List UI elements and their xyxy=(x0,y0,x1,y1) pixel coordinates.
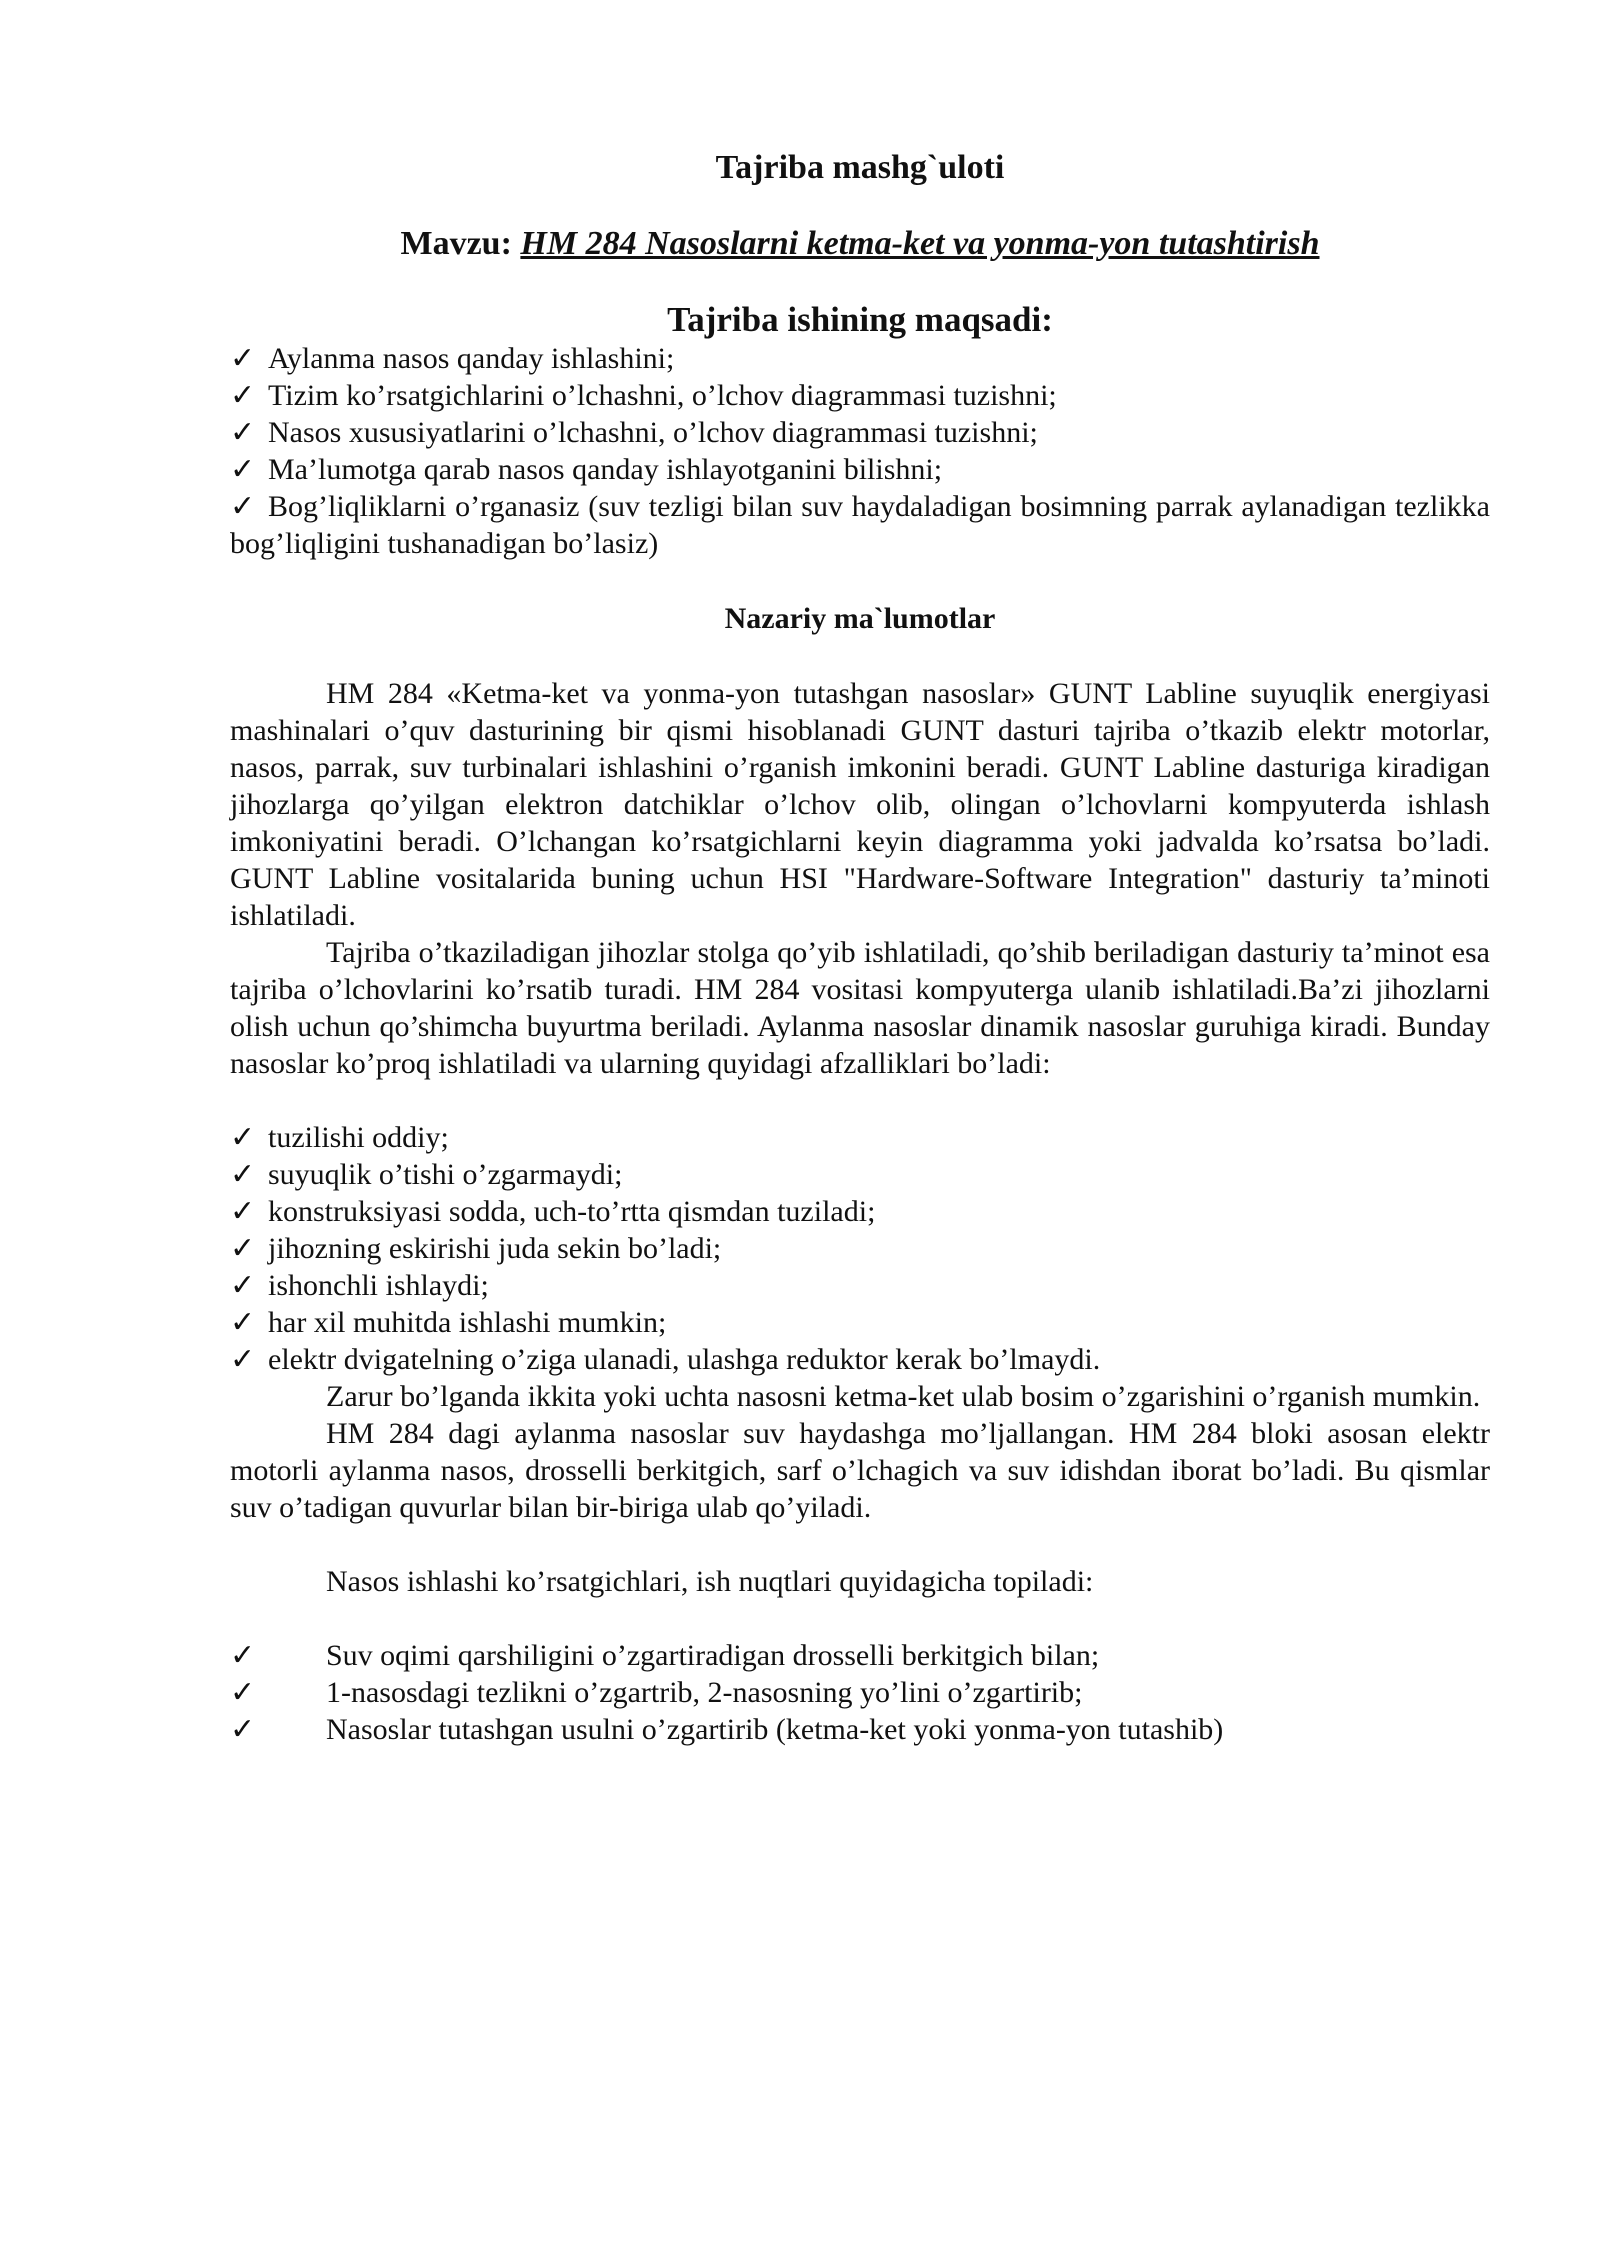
checkmark-icon: ✓ xyxy=(230,490,256,523)
checkmark-icon: ✓ xyxy=(230,1269,256,1302)
paragraph: Zarur bo’lganda ikkita yoki uchta nasosni ketma-ket ulab bosim o’zgarishini o’rganish mumkin. xyxy=(326,1380,1481,1413)
list-item-text: suyuqlik o’tishi o’zgarmaydi; xyxy=(268,1158,623,1191)
list-item xyxy=(230,1304,1490,1341)
list-item-text: har xil muhitda ishlashi mumkin; xyxy=(268,1306,667,1339)
topic-label: Mavzu: xyxy=(400,225,512,262)
list-item xyxy=(230,1156,1490,1193)
list-item xyxy=(230,377,1490,414)
checkmark-icon: ✓ xyxy=(230,453,256,486)
list-item xyxy=(230,1119,1490,1156)
list-item xyxy=(230,414,1490,451)
document-body xyxy=(230,148,1490,1748)
topic-value: HM 284 Nasoslarni ketma-ket va yonma-yon tutashtirish xyxy=(520,225,1320,262)
list-item xyxy=(230,1230,1490,1267)
list-item-text: Tizim ko’rsatgichlarini o’lchashni, o’lchov diagrammasi tuzishni; xyxy=(268,379,1057,412)
spacer xyxy=(230,1600,1490,1637)
document-title: Tajriba mashg`uloti xyxy=(715,149,1005,186)
paragraph: HM 284 «Ketma-ket va yonma-yon tutashgan nasoslar» GUNT Labline suyuqlik energiyasi mashinalari o’quv dasturining bir qismi hisoblanadi GUNT dasturi tajriba o’tkazib elektr motorlar, nasos, parrak, suv turbinalari ishlashini o’rganish imkonini beradi. GUNT Labline dasturiga kiradigan jihozlarga qo’yilgan elektron datchiklar o’lchov olib, olingan o’lchovlarni kompyuterda ishlash imkoniyatini beradi. O’lchangan ko’rsatgichlarni keyin diagramma yoki jadvalda ko’rsatsa bo’ladi. GUNT Labline vositalarida buning uchun HSI "Hardware-Software Integration" dasturiy ta’minoti ishlatiladi. xyxy=(230,677,1490,932)
goals-list xyxy=(230,340,1490,562)
checkmark-icon: ✓ xyxy=(230,1121,256,1154)
checkmark-icon: ✓ xyxy=(230,1158,256,1191)
list-item-text: ishonchli ishlaydi; xyxy=(268,1269,489,1302)
checkmark-icon: ✓ xyxy=(230,1343,256,1376)
list-item-text: Nasos xususiyatlarini o’lchashni, o’lchov diagrammasi tuzishni; xyxy=(268,416,1038,449)
list-item-text: Ma’lumotga qarab nasos qanday ishlayotganini bilishni; xyxy=(268,453,943,486)
checkmark-icon: ✓ xyxy=(230,342,256,375)
list-item-text: elektr dvigatelning o’ziga ulanadi, ulashga reduktor kerak bo’lmaydi. xyxy=(268,1343,1101,1376)
advantages-list xyxy=(230,1119,1490,1378)
indicators-list xyxy=(230,1637,1490,1748)
list-item-text: Bog’liqliklarni o’rganasiz (suv tezligi bilan suv haydaladigan bosimning parrak aylanadigan tezlikka bog’liqligini tushanadigan bo’lasiz) xyxy=(230,490,1490,560)
checkmark-icon: ✓ xyxy=(230,1232,256,1265)
list-item-text: Suv oqimi qarshiligini o’zgartiradigan drosselli berkitgich bilan; xyxy=(326,1639,1100,1672)
list-item xyxy=(230,451,1490,488)
list-item xyxy=(230,1674,1490,1711)
list-item xyxy=(230,1193,1490,1230)
spacer xyxy=(230,1082,1490,1119)
indicators-intro: Nasos ishlashi ko’rsatgichlari, ish nuqtlari quyidagicha topiladi: xyxy=(326,1565,1094,1598)
checkmark-icon: ✓ xyxy=(230,1713,256,1746)
list-item-text: konstruksiyasi sodda, uch-to’rtta qismdan tuziladi; xyxy=(268,1195,876,1228)
checkmark-icon: ✓ xyxy=(230,1676,256,1709)
list-item-text: Nasoslar tutashgan usulni o’zgartirib (ketma-ket yoki yonma-yon tutashib) xyxy=(326,1713,1224,1746)
list-item-text: Aylanma nasos qanday ishlashini; xyxy=(268,342,675,375)
list-item xyxy=(230,1267,1490,1304)
topic-line xyxy=(230,224,1490,264)
list-item xyxy=(230,1637,1490,1674)
checkmark-icon: ✓ xyxy=(230,1195,256,1228)
list-item xyxy=(230,1711,1490,1748)
goals-heading: Tajriba ishining maqsadi: xyxy=(667,300,1053,339)
paragraph: Tajriba o’tkaziladigan jihozlar stolga qo’yib ishlatiladi, qo’shib beriladigan dasturiy ta’minot esa tajriba o’lchovlarini ko’rsatib turadi. HM 284 vositasi kompyuterga ulanib ishlatiladi.Ba’zi jihozlarni olish uchun qo’shimcha buyurtma beriladi. Aylanma nasoslar dinamik nasoslar guruhiga kiradi. Bunday nasoslar ko’proq ishlatiladi va ularning quyidagi afzalliklari bo’ladi: xyxy=(230,936,1490,1080)
spacer xyxy=(230,1526,1490,1563)
paragraph: HM 284 dagi aylanma nasoslar suv haydashga mo’ljallangan. HM 284 bloki asosan elektr motorli aylanma nasos, drosselli berkitgich, sarf o’lchagich va suv idishdan iborat bo’ladi. Bu qismlar suv o’tadigan quvurlar bilan bir-biriga ulab qo’yiladi. xyxy=(230,1417,1490,1524)
list-item xyxy=(230,340,1490,377)
checkmark-icon: ✓ xyxy=(230,1306,256,1339)
theory-heading: Nazariy ma`lumotlar xyxy=(724,602,996,635)
list-item xyxy=(230,1341,1490,1378)
checkmark-icon: ✓ xyxy=(230,1639,256,1672)
checkmark-icon: ✓ xyxy=(230,416,256,449)
list-item-text: jihozning eskirishi juda sekin bo’ladi; xyxy=(268,1232,722,1265)
checkmark-icon: ✓ xyxy=(230,379,256,412)
list-item-text: tuzilishi oddiy; xyxy=(268,1121,449,1154)
list-item xyxy=(230,488,1490,562)
list-item-text: 1-nasosdagi tezlikni o’zgartrib, 2-nasosning yo’lini o’zgartirib; xyxy=(326,1676,1083,1709)
